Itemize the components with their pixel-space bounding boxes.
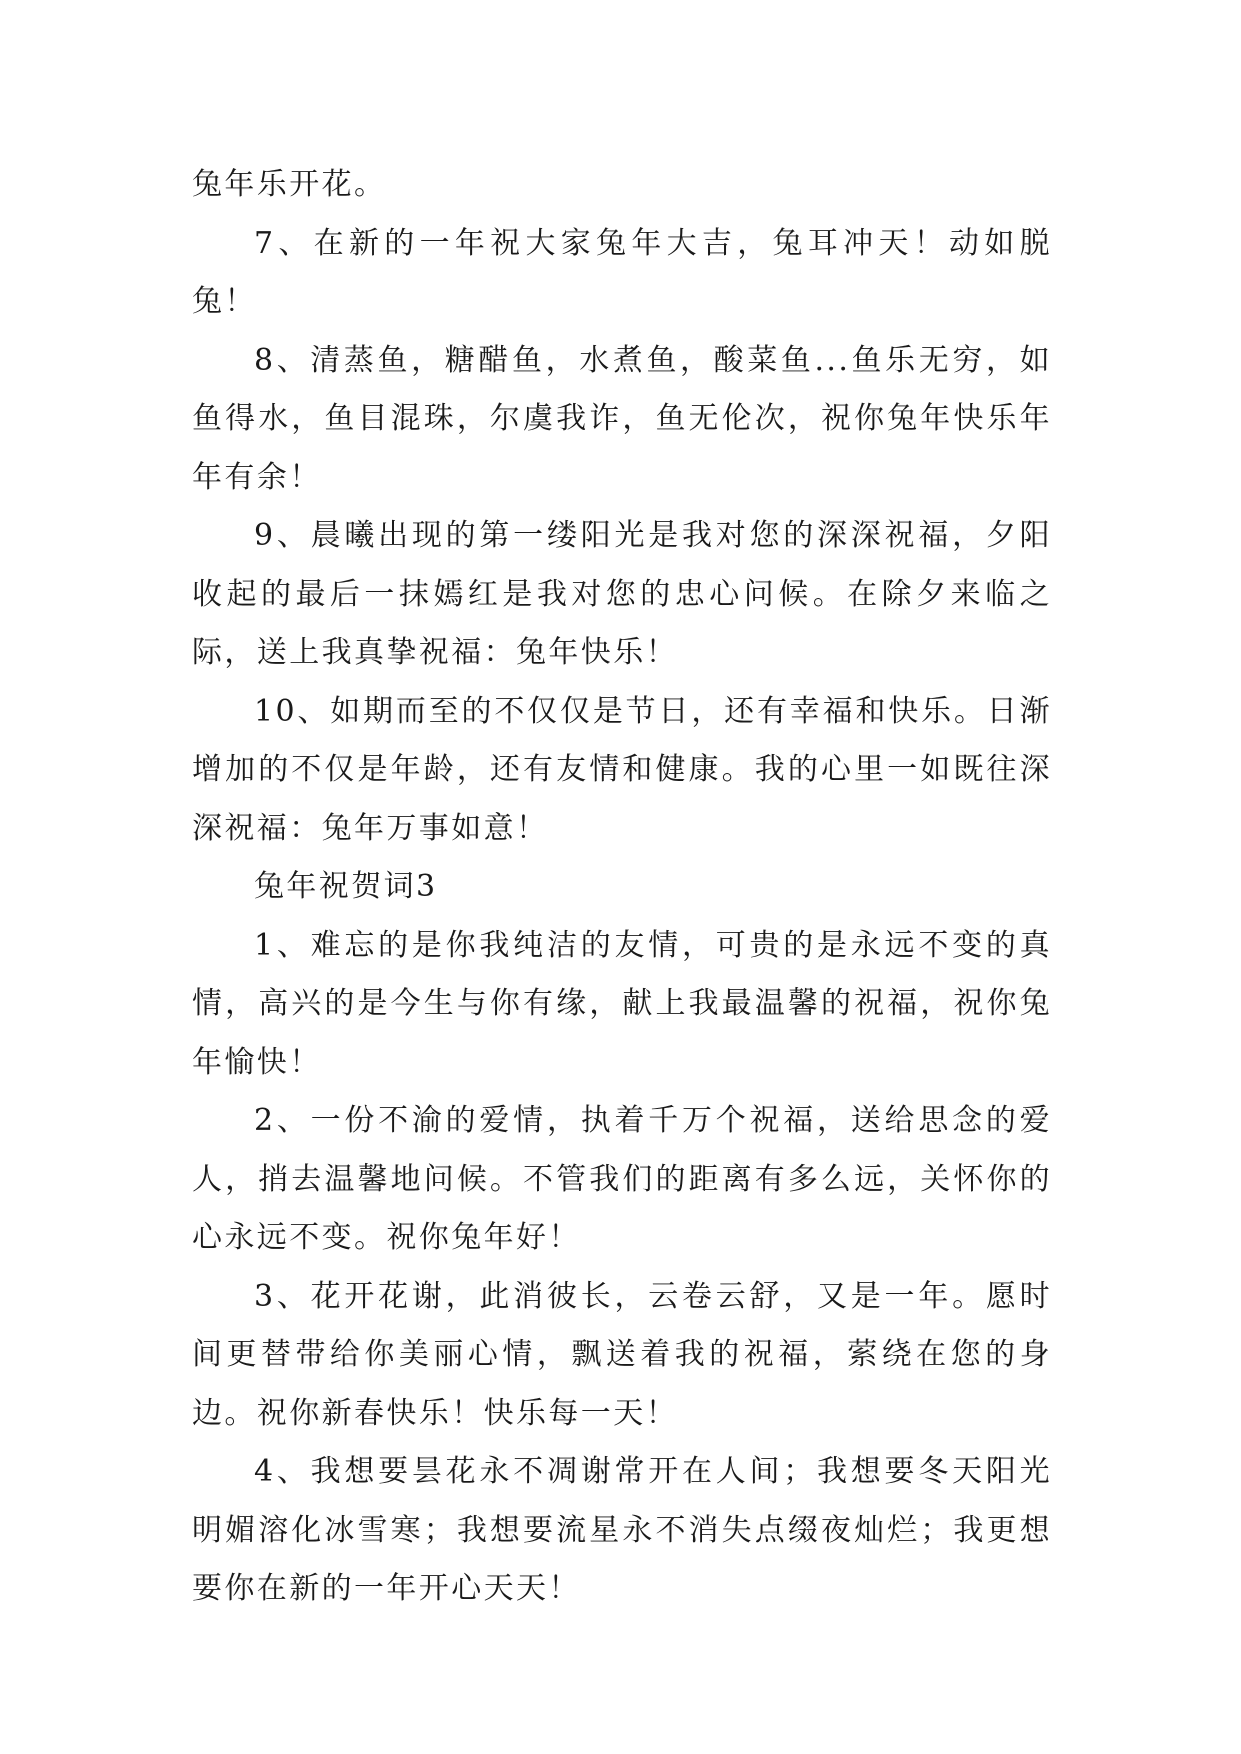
paragraph-item-4: 4、我想要昙花永不凋谢常开在人间；我想要冬天阳光明媚溶化冰雪寒；我想要流星永不消失点缀夜灿烂；我更想要你在新的一年开心天天！ [192,1454,1052,1606]
paragraph-item-3: 3、花开花谢，此消彼长，云卷云舒，又是一年。愿时间更替带给你美丽心情，飘送着我的祝福，萦绕在您的身边。祝你新春快乐！快乐每一天！ [192,1278,1052,1431]
paragraph-item-8: 8、清蒸鱼，糖醋鱼，水煮鱼，酸菜鱼...鱼乐无穷，如鱼得水，鱼目混珠，尔虞我诈，鱼无伦次，祝你兔年快乐年年有余！ [192,342,1052,495]
document-body [192,156,1052,1619]
paragraph-item-1: 1、难忘的是你我纯洁的友情，可贵的是永远不变的真情，高兴的是今生与你有缘，献上我最温馨的祝福，祝你兔年愉快！ [192,927,1052,1080]
paragraph-item-2: 2、一份不渝的爱情，执着千万个祝福，送给思念的爱人，捎去温馨地问候。不管我们的距离有多么远，关怀你的心永远不变。祝你兔年好！ [192,1103,1052,1255]
section-heading: 兔年祝贺词3 [254,869,438,904]
paragraph-item-9: 9、晨曦出现的第一缕阳光是我对您的深深祝福，夕阳收起的最后一抹嫣红是我对您的忠心问候。在除夕来临之际，送上我真挚祝福：兔年快乐！ [192,518,1052,670]
paragraph-item-7: 7、在新的一年祝大家兔年大吉，兔耳冲天！动如脱兔！ [192,225,1052,319]
paragraph-continuation: 兔年乐开花。 [192,167,387,202]
paragraph-item-10: 10、如期而至的不仅仅是节日，还有幸福和快乐。日渐增加的不仅是年龄，还有友情和健康。我的心里一如既往深深祝福：兔年万事如意！ [192,693,1052,846]
